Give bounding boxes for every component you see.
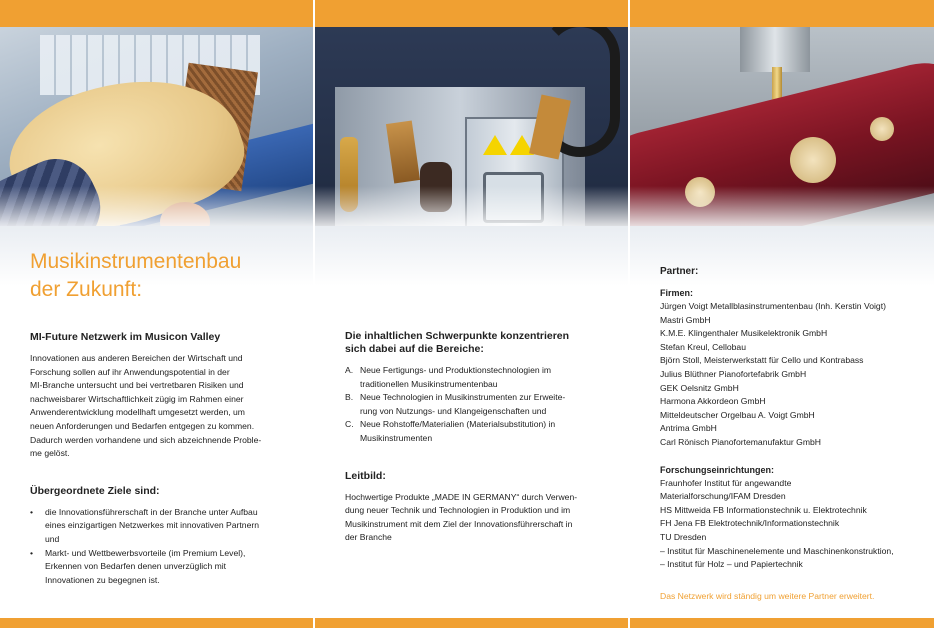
- bottom-accent-bar: [0, 618, 934, 628]
- list-item: – Institut für Holz – und Papiertechnik: [660, 559, 803, 570]
- text-line: und: [45, 533, 60, 544]
- text-line: traditionellen Musikinstrumentenbau: [360, 378, 498, 389]
- list-item: Harmona Akkordeon GmbH: [660, 396, 766, 407]
- text-line: eines einzigartigen Netzwerkes mit innovativen Partnern: [45, 520, 259, 531]
- text-line: Innovationen aus anderen Bereichen der Wirtschaft und: [30, 353, 243, 363]
- machine-photo: [315, 27, 628, 226]
- firms-list: [660, 300, 922, 450]
- list-item: Jürgen Voigt Metallblasinstrumentenbau (Inh. Kerstin Voigt): [660, 301, 886, 311]
- text-line: Die inhaltlichen Schwerpunkte konzentrieren: [345, 330, 570, 342]
- partner-column: [660, 265, 922, 603]
- text-line: die Innovationsführerschaft in der Branche unter Aufbau: [45, 506, 258, 517]
- list-marker: C.: [345, 419, 354, 430]
- column-divider: [628, 0, 630, 628]
- text-line: me gelöst.: [30, 448, 70, 459]
- list-marker: B.: [345, 392, 354, 403]
- list-item: [30, 506, 295, 547]
- text-line: Erkennen von Bedarfen denen unverzüglich mit: [45, 561, 227, 572]
- firms-heading: Firmen:: [660, 288, 694, 298]
- list-item: GEK Oelsnitz GmbH: [660, 382, 739, 393]
- network-heading: MI-Future Netzwerk im Musicon Valley: [30, 331, 221, 343]
- text-line: rung von Nutzungs- und Klangeigenschaften und: [360, 405, 547, 416]
- list-item: [345, 418, 605, 445]
- text-line: Dadurch werden vorhandene und sich abzeichnende Proble-: [30, 434, 262, 445]
- research-list: [660, 477, 922, 572]
- list-item: Materialforschung/IFAM Dresden: [660, 491, 786, 502]
- text-line: Hochwertige Produkte „MADE IN GERMANY“ durch Verwen-: [345, 491, 578, 502]
- text-line: Neue Fertigungs- und Produktionstechnologien im: [360, 365, 552, 375]
- text-line: Markt- und Wettbewerbsvorteile (im Premium Level),: [45, 547, 246, 558]
- text-line: Musikinstrument mit dem Ziel der Innovationsführerschaft in: [345, 518, 573, 529]
- leitbild-heading: Leitbild:: [345, 469, 386, 482]
- list-item: FH Jena FB Elektrotechnik/Informationstechnik: [660, 518, 840, 529]
- focus-column: [345, 330, 605, 545]
- goals-list: [30, 506, 295, 588]
- text-line: sich dabei auf die Bereiche:: [345, 343, 484, 355]
- text-line: neuen Anforderungen und Bedarfen entgegen zu kommen.: [30, 420, 255, 431]
- bullet-marker: •: [30, 506, 34, 517]
- top-accent-bar: [0, 0, 934, 27]
- list-item: Mastri GmbH: [660, 314, 711, 325]
- text-line: MI-Branche untersucht und bei vertretbaren Risiken und: [30, 380, 244, 391]
- list-item: [345, 364, 605, 391]
- text-line: Forschung sollen auf ihr Anwendungspotential in der: [30, 366, 230, 377]
- list-item: [30, 547, 295, 588]
- list-item: Stefan Kreul, Cellobau: [660, 341, 746, 352]
- list-item: Antrima GmbH: [660, 423, 717, 434]
- research-heading: Forschungseinrichtungen:: [660, 464, 775, 475]
- intro-column: [30, 248, 295, 587]
- milling-photo: [630, 27, 934, 226]
- focus-heading: [345, 330, 605, 356]
- list-item: TU Dresden: [660, 531, 707, 542]
- photo-fade: [315, 226, 628, 286]
- list-item: Björn Stoll, Meisterwerkstatt für Cello und Kontrabass: [660, 355, 864, 366]
- focus-list: [345, 364, 605, 446]
- list-item: Julius Blüthner Pianofortefabrik GmbH: [660, 368, 807, 379]
- title-line-1: Musikinstrumentenbau: [30, 250, 242, 273]
- title-line-2: der Zukunft:: [30, 278, 143, 301]
- text-line: Neue Technologien in Musikinstrumenten zur Erweite-: [360, 392, 566, 403]
- text-line: nachweisbarer Wirtschaftlichkeit zügig im Rahmen einer: [30, 393, 244, 404]
- bullet-marker: •: [30, 547, 34, 558]
- text-line: Neue Rohstoffe/Materialien (Materialsubstitution) in: [360, 419, 556, 430]
- text-line: der Branche: [345, 532, 392, 543]
- column-divider: [313, 0, 315, 628]
- list-item: [345, 391, 605, 418]
- text-line: Musikinstrumenten: [360, 432, 433, 443]
- leitbild-paragraph: [345, 491, 605, 545]
- text-line: Innovationen zu begegnen ist.: [45, 574, 160, 585]
- workshop-photo: [0, 27, 313, 226]
- text-line: dung neuer Technik und Technologien in Produktion und im: [345, 505, 571, 516]
- text-line: Anwenderentwicklung modellhaft umgesetzt werden, um: [30, 407, 245, 418]
- list-item: Carl Rönisch Pianofortemanufaktur GmbH: [660, 436, 821, 447]
- page-title: [30, 248, 295, 304]
- network-note: Das Netzwerk wird ständig um weitere Partner erweitert.: [660, 590, 875, 601]
- list-item: HS Mittweida FB Informationstechnik u. Elektrotechnik: [660, 504, 867, 515]
- list-marker: A.: [345, 365, 354, 375]
- goals-heading: Übergeordnete Ziele sind:: [30, 484, 160, 497]
- partner-heading: Partner:: [660, 266, 699, 277]
- list-item: K.M.E. Klingenthaler Musikelektronik GmbH: [660, 328, 828, 339]
- list-item: Mitteldeutscher Orgelbau A. Voigt GmbH: [660, 409, 815, 420]
- list-item: Fraunhofer Institut für angewandte: [660, 477, 792, 488]
- network-paragraph: [30, 352, 295, 461]
- list-item: – Institut für Maschinenelemente und Maschinenkonstruktion,: [660, 545, 894, 556]
